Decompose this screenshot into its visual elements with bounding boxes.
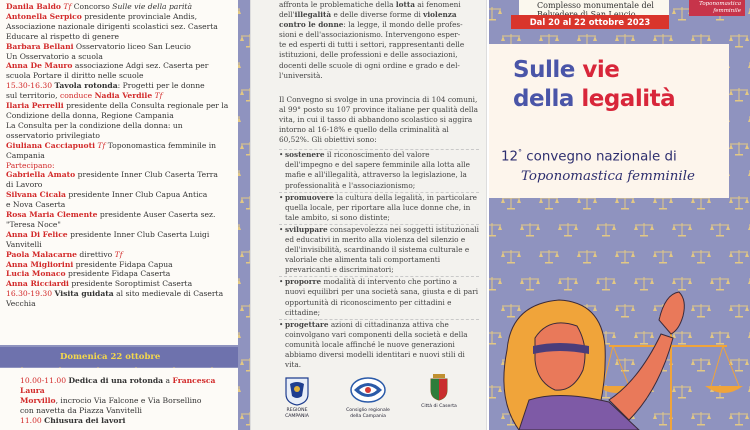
title-card (489, 44, 729, 198)
program-line: Antonella Serpico presidente provinciale Andis, (6, 11, 198, 21)
program-line: Un Osservatorio a scuola (6, 51, 103, 61)
speaker-name: Rosa Maria Clemente (6, 210, 98, 220)
guided-visit-line-2: Vecchia (6, 299, 36, 309)
objectives-list (279, 149, 479, 370)
sunday-title-1: Dedica di una rotonda (68, 376, 164, 385)
participant-line: Anna Di Felice presidente Inner Club Caserta Luigi (6, 229, 210, 239)
program-line: Educare al rispetto di genere (6, 31, 119, 41)
speaker-name: Lucia Monaco (6, 269, 66, 279)
round-table-speaker: La Consulta per la condizione della donna: un (6, 120, 183, 130)
round-table-host: sul territorio, conduce Nadia Verdile Tf (6, 91, 163, 101)
sunday-line-3: con navetta da Piazza Vanvitelli (20, 406, 142, 415)
partecipano-label: Partecipano: (6, 160, 55, 170)
guided-visit-line: 16.30-19.30 Visita guidata al sito medievale di Caserta (6, 289, 224, 299)
objective-item: • sviluppare consapevolezza nei soggetti istituzionali ed educativi in merito alla violenza del silenzio e dell'invisibilità, scardinando il sistema culturale e valoriale che alimenta tali comportamenti prevaricanti e discriminatori; (279, 224, 479, 275)
participant-line: "Teresa Noce" (6, 219, 61, 229)
sunday-time-1: 10.00-11.00 (20, 376, 67, 385)
participant-line: Rosa Maria Clemente presidente Auser Caserta sez. (6, 210, 216, 220)
round-table-speaker: Condizione della donna, Regione Campania (6, 110, 174, 120)
subtitle-line-1: 12° convegno nazionale di (501, 148, 677, 165)
program-line: scuola Portare il diritto nelle scuole (6, 71, 144, 81)
speaker-name: Antonella Serpico (6, 11, 82, 21)
intro-paragraph: affronta le problematiche della lotta ai fenomeni dell'illegalità e delle diverse forme di violenza contro le donne: la legge, il mondo delle profes- sioni e dell'associazionismo. Intervengono esper- te ed esperti di tutti i settori, rappresentanti delle istituzioni, delle professioni e delle associazioni, docenti delle scuole di ogni ordine e grado e del- l'università. (279, 0, 465, 80)
round-table-speaker: Ilaria Perrelli presidente della Consulta regionale per la (6, 101, 229, 111)
objectives-panel (250, 0, 487, 430)
speaker-name: Anna Migliorini (6, 259, 74, 269)
speaker-name: Barbara Bellani (6, 41, 74, 51)
participant-line: Lucia Monaco presidente Fidapa Caserta (6, 269, 171, 279)
tf-mark: Tf (112, 249, 123, 259)
logo-citta-caserta: Città di Caserta (419, 372, 459, 410)
logo-consiglio-regionale: Consiglio regionale della Campania (343, 376, 393, 419)
toponomastica-badge: Toponomastica femminile (689, 0, 745, 16)
round-table-speaker: Giuliana Cacciapuoti Tf Toponomastica femminile in (6, 140, 217, 150)
speaker-name: Danila Baldo (6, 2, 61, 11)
speaker-name: Gabriella Amato (6, 170, 76, 180)
sunday-line-2: Morvillo, incrocio Via Falcone e Via Borsellino (20, 396, 202, 405)
sunday-line-1: 10.00-11.00 Dedica di una rotonda a Francesca Laura (20, 376, 216, 395)
round-table-speaker: Campania (6, 150, 45, 160)
speaker-name: Anna Ricciardi (6, 279, 69, 289)
round-table-line: 15.30-16.30 Tavola rotonda: Progetti per le donne (6, 81, 205, 91)
program-line: Associazione nazionale dirigenti scolastici sez. Caserta (6, 21, 218, 31)
program-line: Anna De Mauro associazione Adgi sez. Caserta per (6, 61, 209, 71)
round-table-speaker: osservatorio privilegiato (6, 130, 100, 140)
participant-line: Gabriella Amato presidente Inner Club Caserta Terra (6, 170, 218, 180)
speaker-name: Anna Di Felice (6, 229, 68, 239)
title-line-2: della legalità (513, 86, 676, 112)
program-sunday-card (0, 368, 238, 430)
sunday-header: Domenica 22 ottobre (0, 347, 238, 367)
venue-label: Complesso monumentale del (519, 0, 669, 20)
sponsor-logos (271, 372, 481, 430)
objectives-text (279, 0, 479, 371)
program-line: Barbara Bellani Osservatorio liceo San Leucio (6, 41, 191, 51)
participant-line: Vanvitelli (6, 239, 42, 249)
participant-line: di Lavoro (6, 180, 43, 190)
participant-line: Silvana Cicala presidente Inner Club Capua Antica (6, 190, 208, 200)
program-line: Danila Baldo Tf Concorso Sulle vie della parità (6, 2, 192, 11)
objective-item: • sostenere il riconoscimento del valore dell'impegno e del sapere femminile alla lotta alle mafie e all'illegalità, attraverso la legislazione, la professionalità e l'associazionismo; (279, 149, 479, 190)
participant-line: Anna Migliorini presidente Fidapa Capua (6, 259, 173, 269)
logo-regione-campania: REGIONE CAMPANIA (279, 376, 315, 419)
speaker-name: Ilaria Perrelli (6, 101, 64, 111)
speaker-name: Anna De Mauro (6, 61, 73, 71)
tf-mark: Tf (63, 2, 74, 11)
speaker-name: Paola Malacarne (6, 249, 77, 259)
objective-item: • proporre modalità di intervento che portino a nuovi equilibri per una società sana, giusta e di pari opportunità di riconoscimento per cittadini e cittadine; (279, 276, 479, 317)
context-paragraph: Il Convegno si svolge in una provincia di 104 comuni, al 99° posto su 107 province italiane per qualità della vita, in cui il tasso di abbandono scolastico si aggira intorno al 16-18% e quello della criminalità al 60,52%. Gli obiettivi sono: (279, 94, 478, 145)
participant-line: Anna Ricciardi presidente Soroptimist Caserta (6, 279, 193, 289)
participant-line: e Nova Caserta (6, 200, 66, 210)
title-line-1: Sulle vie (513, 57, 620, 83)
sunday-person: Francesca Laura (20, 376, 216, 395)
woman-with-scales-illustration (489, 290, 750, 430)
subtitle-line-2: Toponomastica femminile (521, 169, 695, 184)
participant-line: Paola Malacarne direttivo Tf (6, 249, 123, 259)
speaker-name: Giuliana Cacciapuoti (6, 140, 95, 150)
tf-mark: Tf (97, 140, 108, 150)
sunday-line-4: 11.00 Chiusura dei lavori (20, 416, 126, 425)
speaker-name: Silvana Cicala (6, 190, 66, 200)
program-saturday-card (0, 0, 238, 345)
date-badge: Dal 20 al 22 ottobre 2023 (511, 15, 669, 29)
objective-item: • promuovere la cultura della legalità, in particolare quella locale, per riportare alla luce donne che, in tale ambito, si sono distinte; (279, 192, 479, 223)
objective-item: • progettare azioni di cittadinanza attiva che coinvolgano vari componenti della società e della comunità locale affinché le nuove generazioni abbiamo diversi modelli identitari e nuovi stili di vita. (279, 319, 479, 370)
